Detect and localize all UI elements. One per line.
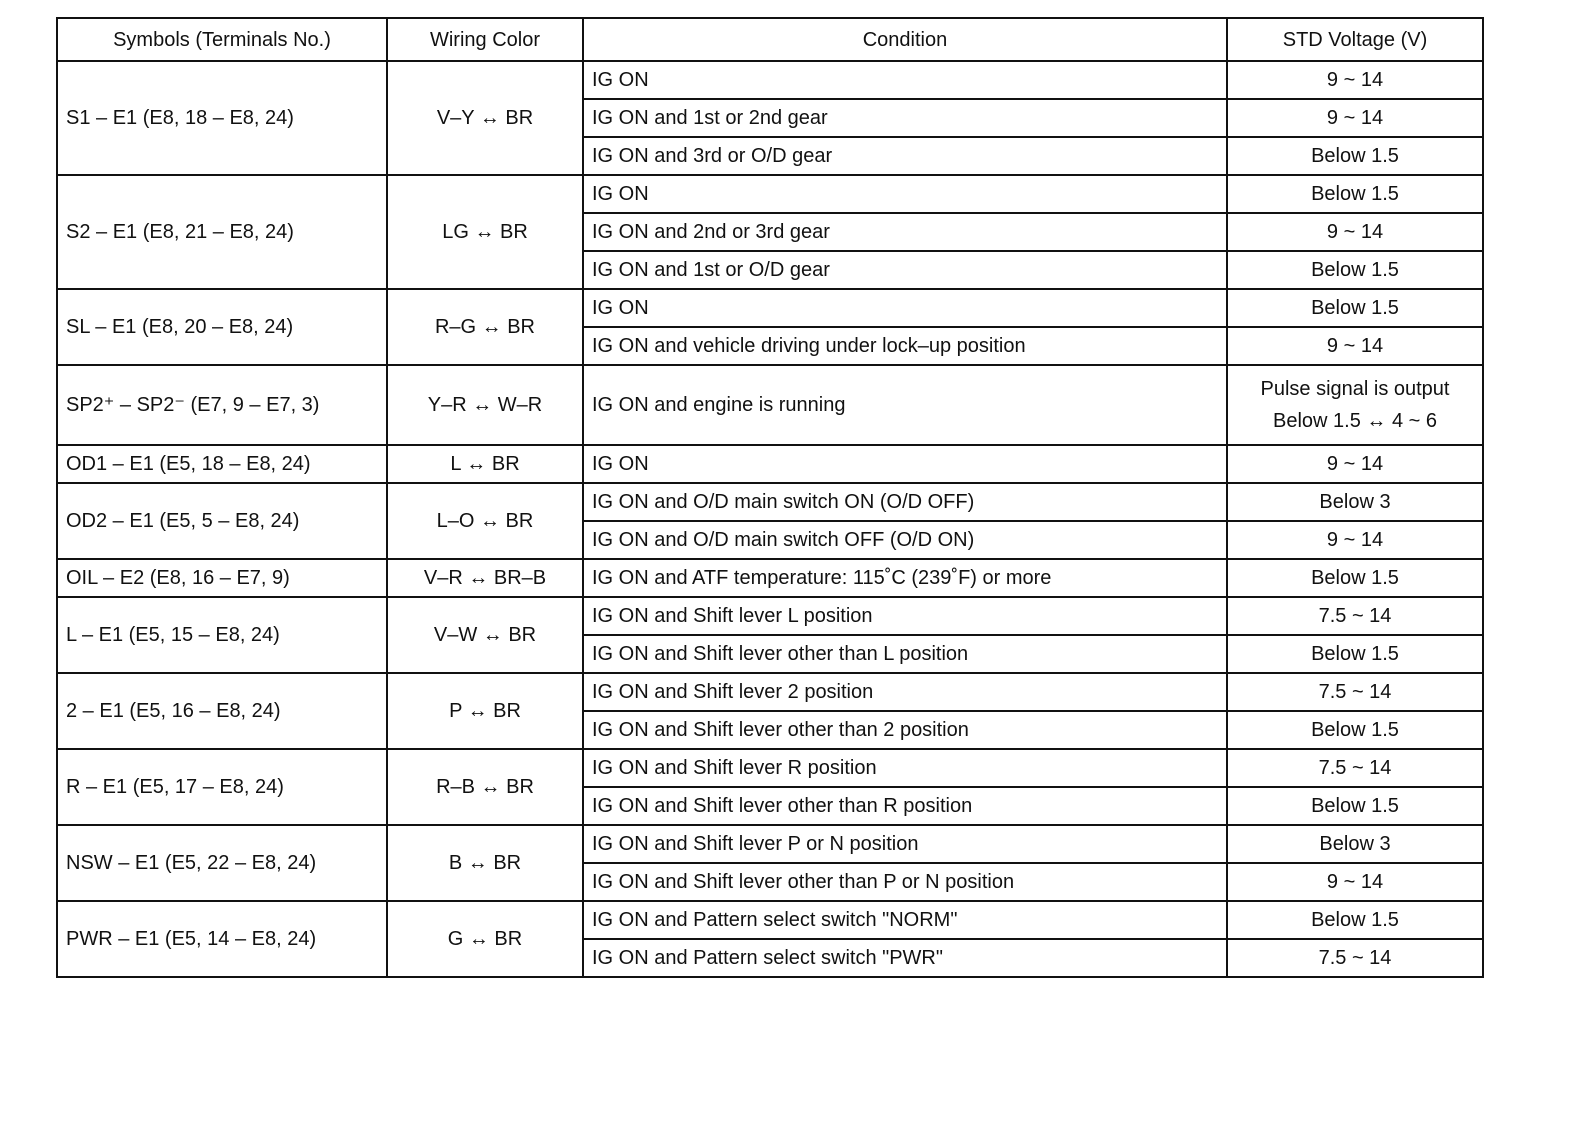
- std-voltage-cell: Below 1.5: [1227, 711, 1483, 749]
- condition-cell: IG ON: [583, 445, 1227, 483]
- header-wiring-color: Wiring Color: [387, 18, 583, 61]
- std-voltage-cell: 7.5 ~ 14: [1227, 749, 1483, 787]
- wiring-color-cell: V–Y ↔ BR: [387, 61, 583, 175]
- condition-cell: IG ON and engine is running: [583, 365, 1227, 445]
- symbol-cell: SP2⁺ – SP2⁻ (E7, 9 – E7, 3): [57, 365, 387, 445]
- std-voltage-cell: 9 ~ 14: [1227, 61, 1483, 99]
- table-row: [57, 445, 1483, 483]
- symbol-cell: OIL – E2 (E8, 16 – E7, 9): [57, 559, 387, 597]
- condition-cell: IG ON and Shift lever 2 position: [583, 673, 1227, 711]
- header-symbols: Symbols (Terminals No.): [57, 18, 387, 61]
- header-condition: Condition: [583, 18, 1227, 61]
- symbol-cell: NSW – E1 (E5, 22 – E8, 24): [57, 825, 387, 901]
- wiring-color-cell: B ↔ BR: [387, 825, 583, 901]
- condition-cell: IG ON and Shift lever R position: [583, 749, 1227, 787]
- symbol-cell: S1 – E1 (E8, 18 – E8, 24): [57, 61, 387, 175]
- std-voltage-cell: 9 ~ 14: [1227, 445, 1483, 483]
- table-row: [57, 673, 1483, 711]
- symbol-cell: S2 – E1 (E8, 21 – E8, 24): [57, 175, 387, 289]
- table-row: [57, 597, 1483, 635]
- header-row: [57, 18, 1483, 61]
- terminal-voltage-table: [56, 17, 1484, 978]
- condition-cell: IG ON and 2nd or 3rd gear: [583, 213, 1227, 251]
- wiring-color-cell: G ↔ BR: [387, 901, 583, 977]
- std-voltage-cell: Below 1.5: [1227, 787, 1483, 825]
- condition-cell: IG ON and O/D main switch ON (O/D OFF): [583, 483, 1227, 521]
- table-row: [57, 365, 1483, 445]
- wiring-color-cell: V–W ↔ BR: [387, 597, 583, 673]
- std-voltage-cell: 7.5 ~ 14: [1227, 939, 1483, 977]
- condition-cell: IG ON and Shift lever other than P or N position: [583, 863, 1227, 901]
- table-row: [57, 749, 1483, 787]
- wiring-color-cell: V–R ↔ BR–B: [387, 559, 583, 597]
- condition-cell: IG ON: [583, 289, 1227, 327]
- condition-cell: IG ON and O/D main switch OFF (O/D ON): [583, 521, 1227, 559]
- std-voltage-cell: 7.5 ~ 14: [1227, 673, 1483, 711]
- std-voltage-cell: Below 1.5: [1227, 635, 1483, 673]
- wiring-color-cell: Y–R ↔ W–R: [387, 365, 583, 445]
- std-voltage-cell: 9 ~ 14: [1227, 99, 1483, 137]
- std-voltage-line: Pulse signal is output: [1260, 378, 1450, 400]
- std-voltage-cell: Below 3: [1227, 825, 1483, 863]
- table-body: [57, 61, 1483, 977]
- condition-cell: IG ON and 1st or 2nd gear: [583, 99, 1227, 137]
- table-row: [57, 901, 1483, 939]
- condition-cell: IG ON and Shift lever P or N position: [583, 825, 1227, 863]
- symbol-cell: OD2 – E1 (E5, 5 – E8, 24): [57, 483, 387, 559]
- std-voltage-cell: 9 ~ 14: [1227, 213, 1483, 251]
- symbol-cell: R – E1 (E5, 17 – E8, 24): [57, 749, 387, 825]
- table-row: [57, 61, 1483, 99]
- symbol-cell: SL – E1 (E8, 20 – E8, 24): [57, 289, 387, 365]
- std-voltage-cell: Below 1.5: [1227, 175, 1483, 213]
- table-row: [57, 289, 1483, 327]
- wiring-color-cell: L ↔ BR: [387, 445, 583, 483]
- condition-cell: IG ON and vehicle driving under lock–up position: [583, 327, 1227, 365]
- std-voltage-cell: Below 1.5: [1227, 137, 1483, 175]
- std-voltage-cell: [1227, 365, 1483, 445]
- table-row: [57, 559, 1483, 597]
- symbol-cell: OD1 – E1 (E5, 18 – E8, 24): [57, 445, 387, 483]
- std-voltage-cell: 9 ~ 14: [1227, 327, 1483, 365]
- condition-cell: IG ON and 1st or O/D gear: [583, 251, 1227, 289]
- std-voltage-cell: 7.5 ~ 14: [1227, 597, 1483, 635]
- std-voltage-line: Below 1.5 ↔ 4 ~ 6: [1273, 410, 1437, 432]
- wiring-color-cell: LG ↔ BR: [387, 175, 583, 289]
- condition-cell: IG ON and Shift lever other than R position: [583, 787, 1227, 825]
- wiring-color-cell: L–O ↔ BR: [387, 483, 583, 559]
- table-row: [57, 175, 1483, 213]
- wiring-color-cell: R–B ↔ BR: [387, 749, 583, 825]
- condition-cell: IG ON and Shift lever L position: [583, 597, 1227, 635]
- wiring-color-cell: R–G ↔ BR: [387, 289, 583, 365]
- condition-cell: IG ON and Shift lever other than L position: [583, 635, 1227, 673]
- condition-cell: IG ON and 3rd or O/D gear: [583, 137, 1227, 175]
- condition-cell: IG ON and Pattern select switch "PWR": [583, 939, 1227, 977]
- condition-cell: IG ON: [583, 61, 1227, 99]
- condition-cell: IG ON and Pattern select switch "NORM": [583, 901, 1227, 939]
- std-voltage-cell: 9 ~ 14: [1227, 863, 1483, 901]
- wiring-color-cell: P ↔ BR: [387, 673, 583, 749]
- table-row: [57, 483, 1483, 521]
- table-row: [57, 825, 1483, 863]
- symbol-cell: L – E1 (E5, 15 – E8, 24): [57, 597, 387, 673]
- std-voltage-cell: Below 1.5: [1227, 251, 1483, 289]
- std-voltage-cell: Below 1.5: [1227, 289, 1483, 327]
- condition-cell: IG ON: [583, 175, 1227, 213]
- std-voltage-cell: Below 1.5: [1227, 559, 1483, 597]
- symbol-cell: 2 – E1 (E5, 16 – E8, 24): [57, 673, 387, 749]
- symbol-cell: PWR – E1 (E5, 14 – E8, 24): [57, 901, 387, 977]
- header-std-voltage: STD Voltage (V): [1227, 18, 1483, 61]
- std-voltage-cell: 9 ~ 14: [1227, 521, 1483, 559]
- condition-cell: IG ON and Shift lever other than 2 position: [583, 711, 1227, 749]
- std-voltage-cell: Below 1.5: [1227, 901, 1483, 939]
- condition-cell: IG ON and ATF temperature: 115˚C (239˚F) or more: [583, 559, 1227, 597]
- std-voltage-cell: Below 3: [1227, 483, 1483, 521]
